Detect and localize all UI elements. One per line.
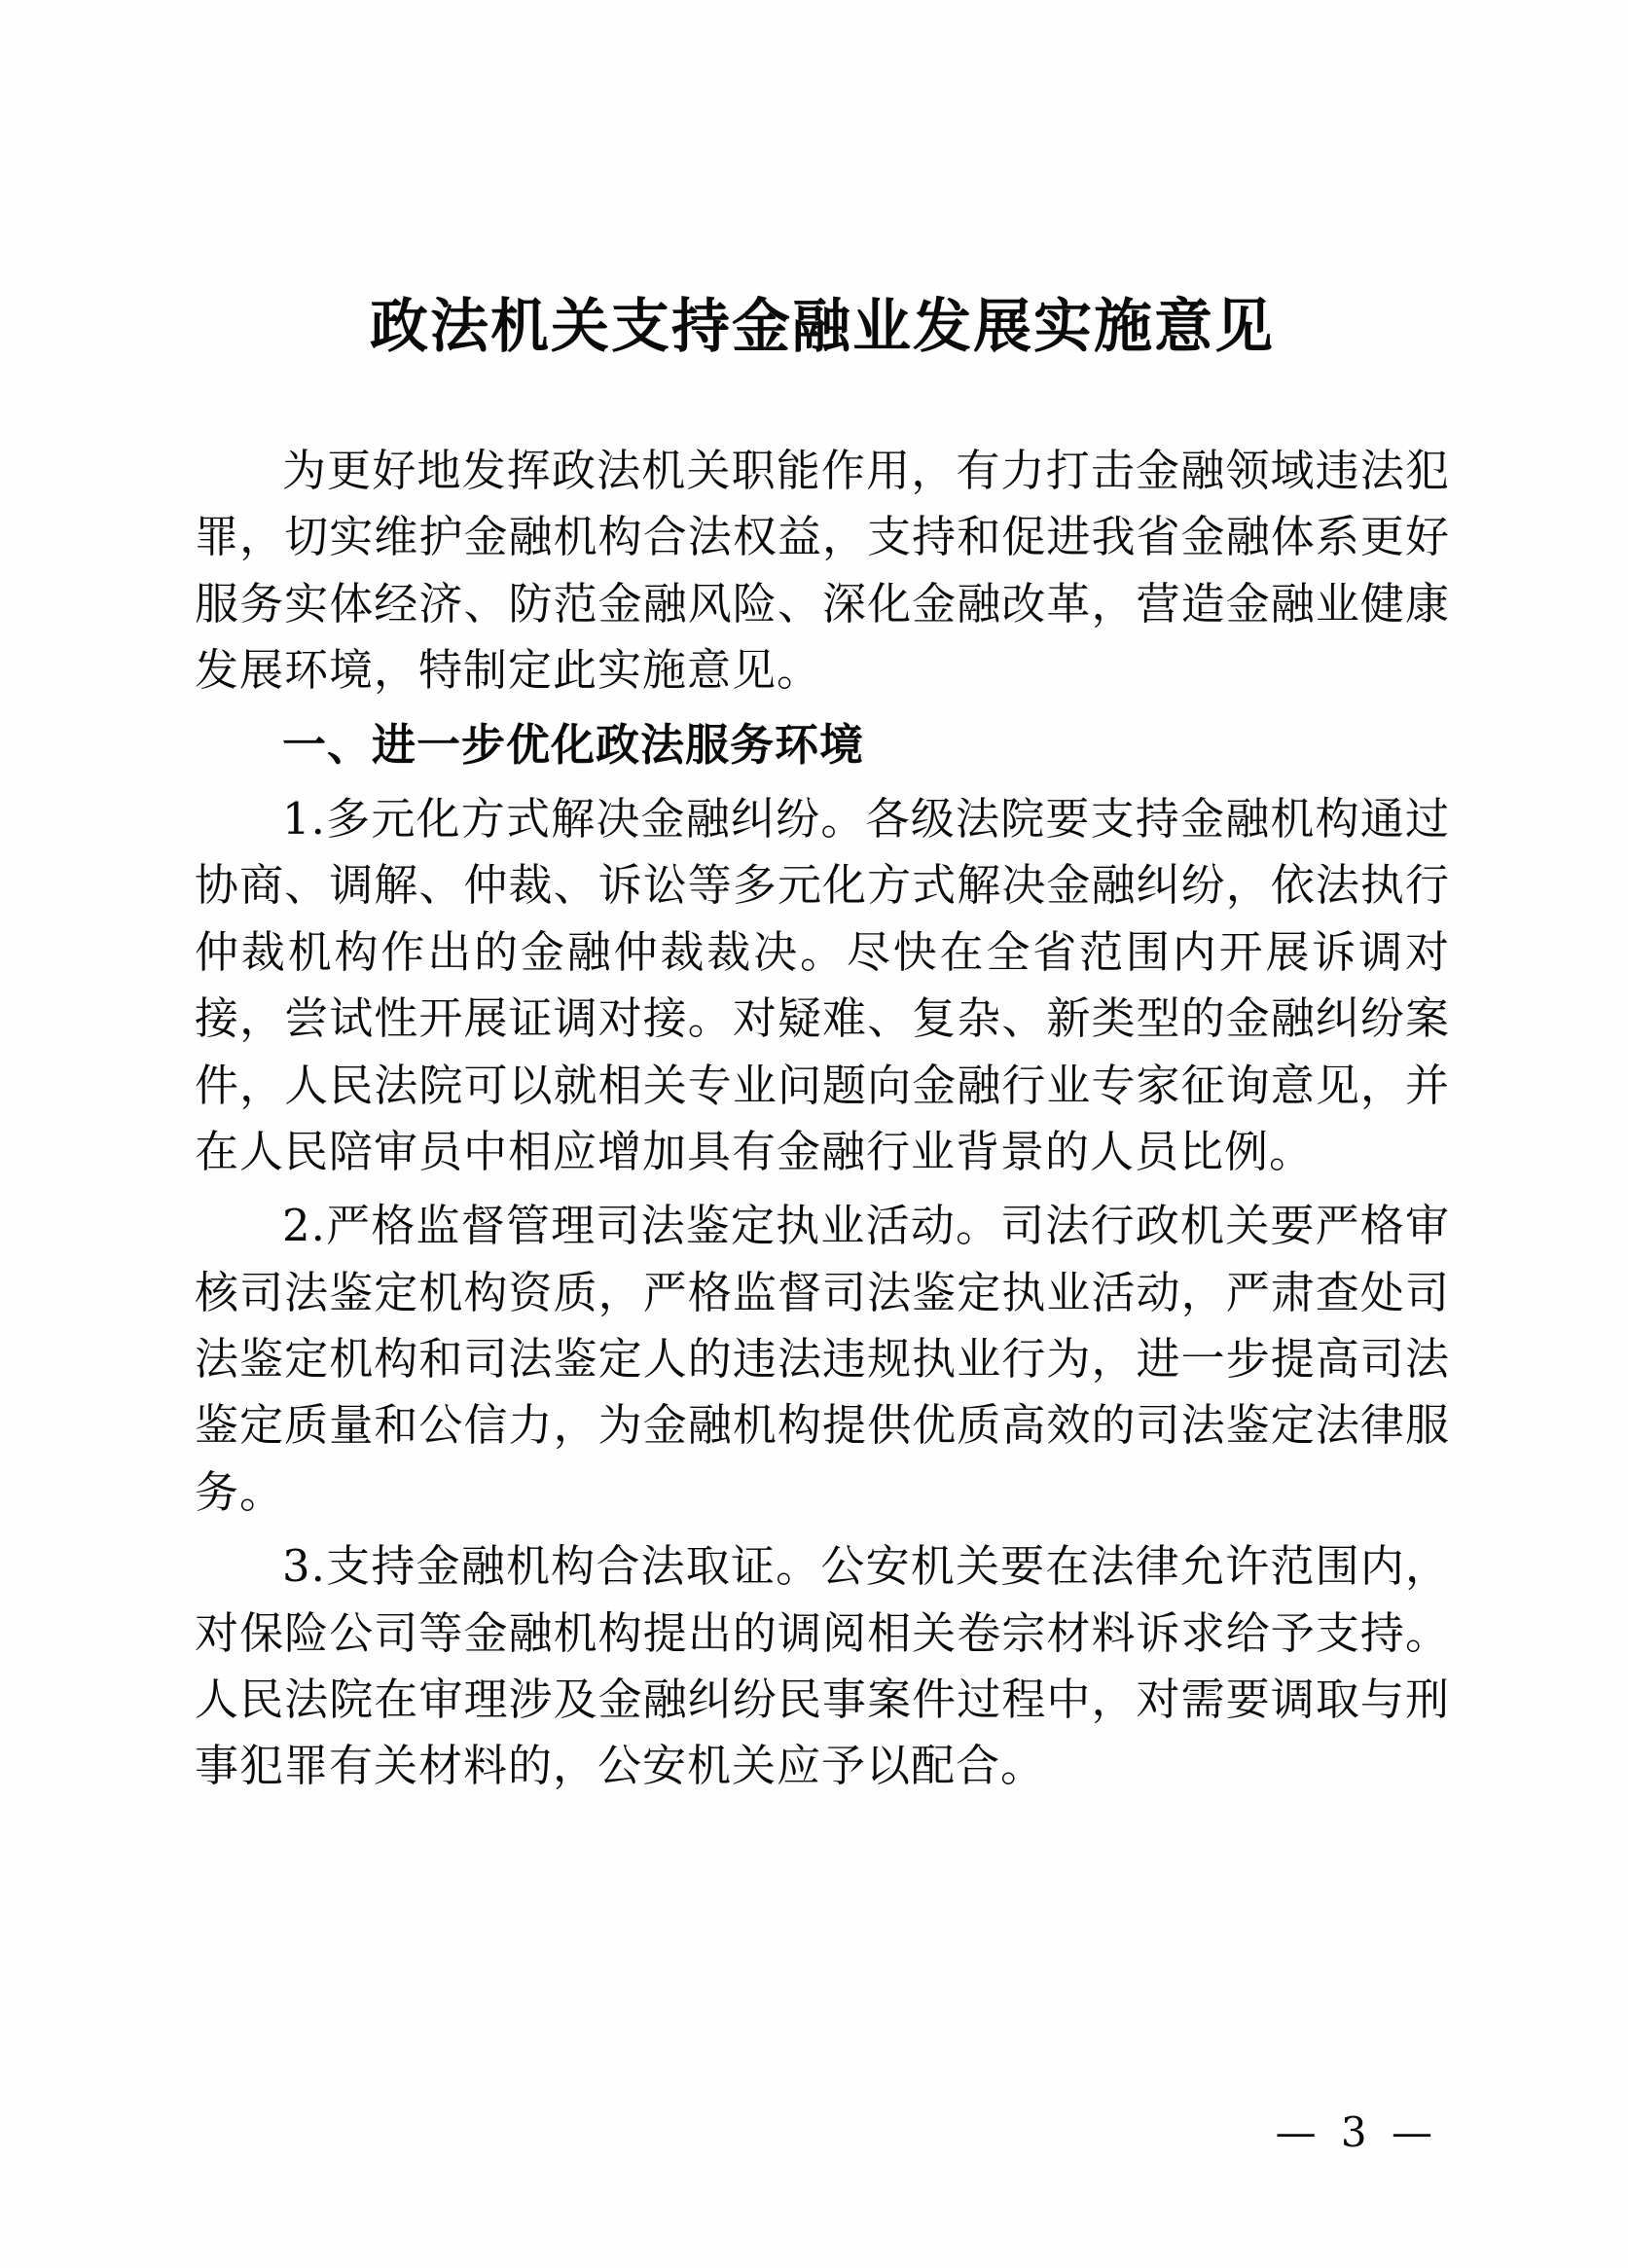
paragraph-intro: 为更好地发挥政法机关职能作用，有力打击金融领域违法犯罪，切实维护金融机构合法权益，支持和促进我省金融体系更好服务实体经济、防范金融风险、深化金融改革，营造金融业健康发展环境，特制定此实施意见。 <box>195 445 1450 697</box>
paragraph-item-3: 3.支持金融机构合法取证。公安机关要在法律允许范围内，对保险公司等金融机构提出的调阅相关卷宗材料诉求给予支持。人民法院在审理涉及金融纠纷民事案件过程中，对需要调取与刑事犯罪有关材料的，公安机关应予以配合。 <box>195 1540 1450 1792</box>
paragraph-item-2: 2.严格监督管理司法鉴定执业活动。司法行政机关要严格审核司法鉴定机构资质，严格监督司法鉴定执业活动，严肃查处司法鉴定机构和司法鉴定人的违法违规执业行为，进一步提高司法鉴定质量和公信力，为金融机构提供优质高效的司法鉴定法律服务。 <box>195 1200 1450 1518</box>
document-body <box>195 292 1450 1808</box>
page-title: 政法机关支持金融业发展实施意见 <box>370 293 1275 361</box>
section-heading-1: 一、进一步优化政法服务环境 <box>282 718 865 771</box>
page-number: — 3 — <box>1275 2108 1438 2156</box>
paragraph-item-1: 1.多元化方式解决金融纠纷。各级法院要支持金融机构通过协商、调解、仲裁、诉讼等多元化方式解决金融纠纷，依法执行仲裁机构作出的金融仲裁裁决。尽快在全省范围内开展诉调对接，尝试性开展证调对接。对疑难、复杂、新类型的金融纠纷案件，人民法院可以就相关专业问题向金融行业专家征询意见，并在人民陪审员中相应增加具有金融行业背景的人员比例。 <box>195 792 1450 1177</box>
